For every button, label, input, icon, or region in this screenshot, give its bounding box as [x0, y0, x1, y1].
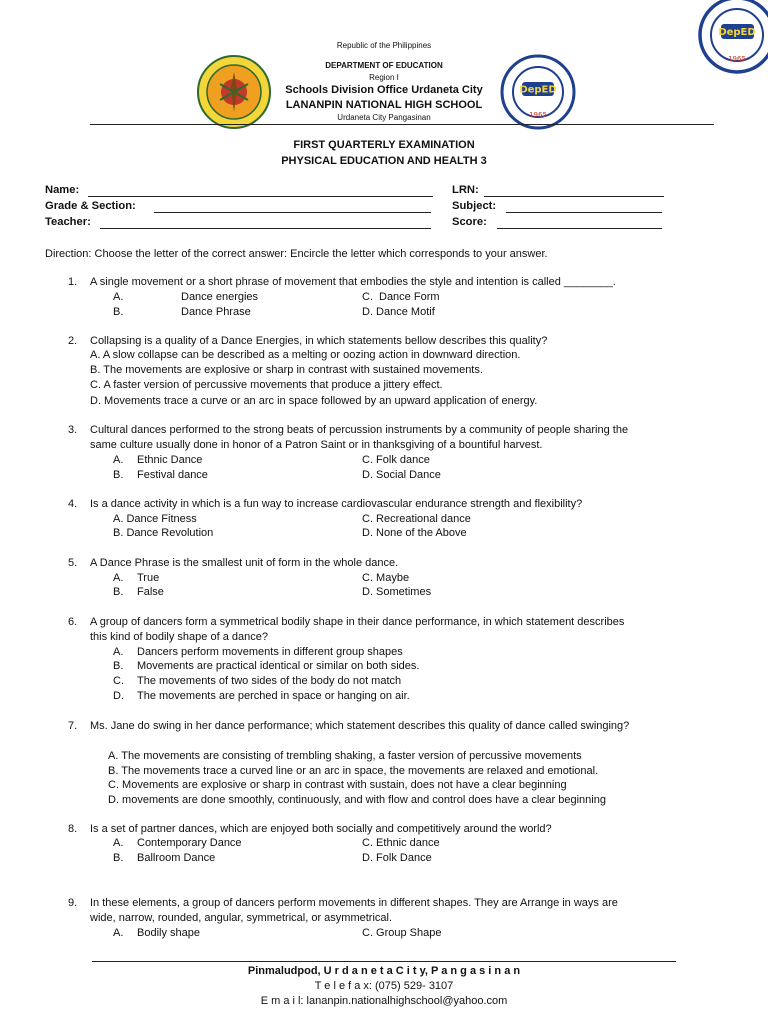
question-number: 8.	[68, 823, 78, 835]
choice-text: Dance energies	[181, 291, 259, 303]
grade-section-field[interactable]	[154, 212, 431, 213]
question-number: 2.	[68, 335, 78, 347]
question-text: Cultural dances performed to the strong beats of percussion instruments by a community of people sharing the	[90, 424, 629, 436]
choice-text: Contemporary Dance	[137, 837, 242, 849]
footer-email: E m a i l: lananpin.nationalhighschool@yahoo.com	[260, 995, 508, 1007]
choice-text[interactable]: D. movements are done smoothly, continuously, and with flow and control does have a clear beginning	[108, 794, 606, 806]
choice-text[interactable]: D. None of the Above	[362, 527, 467, 539]
question-number: 4.	[68, 498, 78, 510]
question-text: In these elements, a group of dancers perform movements in different shapes. They are Arrange in ways are	[90, 897, 618, 909]
region-heading: Region I	[369, 73, 399, 82]
choice-text: Dance Phrase	[181, 306, 251, 318]
question-text: Ms. Jane do swing in her dance performance; which statement describes this quality of dance called swinging?	[90, 720, 630, 732]
choice-letter[interactable]: B.	[113, 586, 124, 598]
direction-text: Direction: Choose the letter of the correct answer: Encircle the letter which corresponds to your answer.	[45, 248, 548, 260]
choice-text[interactable]: B. Dance Revolution	[113, 527, 214, 539]
choice-text: Ballroom Dance	[137, 852, 216, 864]
question-text: A Dance Phrase is the smallest unit of form in the whole dance.	[90, 557, 399, 569]
choice-text[interactable]: B. The movements trace a curved line or an arc in space, the movements are relaxed and emotional.	[108, 765, 599, 777]
name-field[interactable]	[88, 196, 433, 197]
lrn-field[interactable]	[484, 196, 664, 197]
choice-text[interactable]: D. Sometimes	[362, 586, 432, 598]
choice-text: The movements of two sides of the body do not match	[137, 675, 402, 687]
choice-text[interactable]: C. Maybe	[362, 572, 410, 584]
choice-text[interactable]: C. Group Shape	[362, 927, 442, 939]
score-label: Score:	[452, 216, 487, 228]
choice-text[interactable]: A. The movements are consisting of trembling shaking, a faster version of percussive movements	[108, 750, 582, 762]
question-text: Is a dance activity in which is a fun way to increase cardiovascular endurance strength and flexibility?	[90, 498, 583, 510]
question-text: A single movement or a short phrase of movement that embodies the style and intention is called ________.	[90, 276, 616, 288]
choice-letter[interactable]: A.	[113, 646, 124, 658]
choice-letter[interactable]: A.	[113, 572, 124, 584]
division-heading: Schools Division Office Urdaneta City	[285, 84, 483, 96]
republic-heading: Republic of the Philippines	[336, 41, 432, 50]
seal-year: 1965	[529, 111, 547, 119]
question-number: 3.	[68, 424, 78, 436]
exam-subject-title: PHYSICAL EDUCATION AND HEALTH 3	[281, 155, 487, 167]
choice-letter[interactable]: B.	[113, 469, 124, 481]
header-divider	[90, 124, 714, 125]
choice-text[interactable]: C. Folk dance	[362, 454, 430, 466]
question-text: wide, narrow, rounded, angular, symmetrical, or asymmetrical.	[90, 912, 393, 924]
question-text: A group of dancers form a symmetrical bodily shape in their dance performance, in which statement describes	[90, 616, 625, 628]
question-number: 1.	[68, 276, 78, 288]
score-field[interactable]	[497, 228, 662, 229]
question-text: Collapsing is a quality of a Dance Energies, in which statements bellow describes this quality?	[90, 335, 548, 347]
school-heading: LANANPIN NATIONAL HIGH SCHOOL	[285, 99, 483, 111]
location-heading: Urdaneta City Pangasinan	[337, 113, 431, 122]
question-text: this kind of bodily shape of a dance?	[90, 631, 268, 643]
choice-text[interactable]: C. A faster version of percussive movements that produce a jittery effect.	[90, 379, 443, 391]
question-number: 9.	[68, 897, 78, 909]
choice-letter[interactable]: A.	[113, 927, 124, 939]
choice-letter[interactable]: A.	[113, 837, 124, 849]
footer-divider	[92, 961, 676, 962]
choice-letter[interactable]: C.	[362, 291, 373, 303]
choice-text: Dancers perform movements in different group shapes	[137, 646, 403, 658]
choice-text: True	[137, 572, 160, 584]
corner-seal-year: 1965	[728, 55, 746, 63]
teacher-label: Teacher:	[45, 216, 91, 228]
footer-telefax: T e l e f a x: (075) 529- 3107	[314, 980, 454, 992]
teacher-field[interactable]	[100, 228, 431, 229]
choice-letter[interactable]: A.	[113, 291, 124, 303]
choice-text: Movements are practical identical or similar on both sides.	[137, 660, 420, 672]
choice-letter[interactable]: B.	[113, 660, 124, 672]
choice-text: False	[137, 586, 164, 598]
question-number: 5.	[68, 557, 78, 569]
choice-text[interactable]: D. Dance Motif	[362, 306, 435, 318]
choice-text[interactable]: C. Movements are explosive or sharp in contrast with sustain, does not have a clear beginning	[108, 779, 567, 791]
choice-text: Bodily shape	[137, 927, 200, 939]
question-text: same culture usually done in honor of a Patron Saint or in thanksgiving of a bountiful harvest.	[90, 439, 543, 451]
choice-text[interactable]: D. Social Dance	[362, 469, 441, 481]
choice-text[interactable]: A. A slow collapse can be described as a melting or oozing action in downward direction.	[90, 349, 521, 361]
subject-field[interactable]	[506, 212, 662, 213]
grade-section-label: Grade & Section:	[45, 200, 136, 212]
choice-text: Festival dance	[137, 469, 208, 481]
question-number: 7.	[68, 720, 78, 732]
choice-text[interactable]: C. Recreational dance	[362, 513, 471, 525]
choice-letter[interactable]: C.	[113, 675, 124, 687]
subject-label: Subject:	[452, 200, 497, 212]
deped-logo-text: DepED	[519, 84, 557, 96]
choice-letter[interactable]: B.	[113, 852, 124, 864]
choice-letter[interactable]: B.	[113, 306, 124, 318]
choice-letter[interactable]: D.	[113, 690, 124, 702]
lrn-label: LRN:	[452, 184, 479, 196]
choice-text[interactable]: A. Dance Fitness	[113, 513, 197, 525]
choice-text: The movements are perched in space or hanging on air.	[137, 690, 410, 702]
choice-text[interactable]: B. The movements are explosive or sharp in contrast with sustained movements.	[90, 364, 483, 376]
name-label: Name:	[45, 184, 80, 196]
exam-title: FIRST QUARTERLY EXAMINATION	[293, 139, 475, 151]
corner-deped-logo-text: DepED	[718, 27, 756, 38]
choice-text: Dance Form	[379, 291, 440, 303]
choice-text[interactable]: C. Ethnic dance	[362, 837, 440, 849]
choice-text[interactable]: D. Folk Dance	[362, 852, 432, 864]
choice-text[interactable]: D. Movements trace a curve or an arc in space followed by an upward application of energy.	[90, 395, 538, 407]
footer-address: Pinmaludpod, U r d a n e t a C i t y, P a n g a s i n a n	[247, 965, 521, 977]
choice-letter[interactable]: A.	[113, 454, 124, 466]
question-text: Is a set of partner dances, which are enjoyed both socially and competitively around the world?	[90, 823, 552, 835]
choice-text: Ethnic Dance	[137, 454, 203, 466]
question-number: 6.	[68, 616, 78, 628]
department-heading: DEPARTMENT OF EDUCATION	[325, 61, 443, 70]
